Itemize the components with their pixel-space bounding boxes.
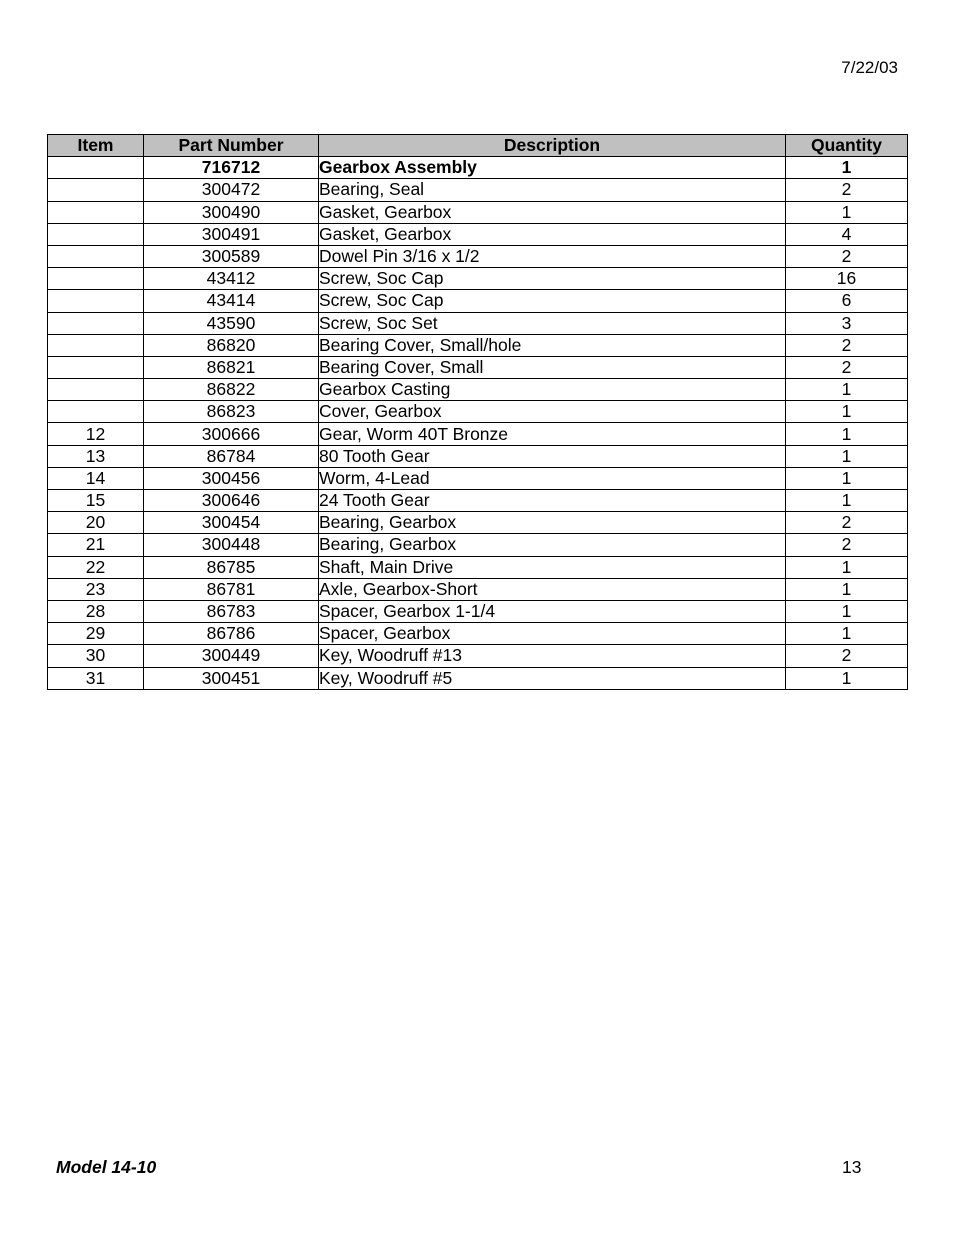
table-row xyxy=(48,290,908,312)
cell-item xyxy=(48,201,144,223)
cell-quantity: 1 xyxy=(786,490,908,512)
cell-item: 28 xyxy=(48,600,144,622)
cell-part-number: 86821 xyxy=(144,356,319,378)
table-row xyxy=(48,356,908,378)
cell-description: Bearing, Gearbox xyxy=(319,512,786,534)
cell-part-number: 300666 xyxy=(144,423,319,445)
cell-part-number: 300646 xyxy=(144,490,319,512)
cell-part-number: 86785 xyxy=(144,556,319,578)
cell-quantity: 1 xyxy=(786,445,908,467)
cell-quantity: 1 xyxy=(786,556,908,578)
table-row xyxy=(48,245,908,267)
table-row xyxy=(48,623,908,645)
cell-quantity: 2 xyxy=(786,179,908,201)
cell-item: 29 xyxy=(48,623,144,645)
cell-quantity: 1 xyxy=(786,600,908,622)
cell-quantity: 16 xyxy=(786,268,908,290)
cell-description: Gear, Worm 40T Bronze xyxy=(319,423,786,445)
cell-quantity: 3 xyxy=(786,312,908,334)
cell-part-number: 43412 xyxy=(144,268,319,290)
cell-description: Bearing Cover, Small/hole xyxy=(319,334,786,356)
table-row xyxy=(48,467,908,489)
cell-part-number: 86786 xyxy=(144,623,319,645)
cell-item: 15 xyxy=(48,490,144,512)
table-row xyxy=(48,379,908,401)
cell-item: 30 xyxy=(48,645,144,667)
cell-description: Bearing, Gearbox xyxy=(319,534,786,556)
column-header-part-number: Part Number xyxy=(144,135,319,157)
table-row xyxy=(48,667,908,689)
cell-quantity: 1 xyxy=(786,623,908,645)
cell-item: 21 xyxy=(48,534,144,556)
cell-part-number: 86781 xyxy=(144,578,319,600)
cell-item: 12 xyxy=(48,423,144,445)
cell-quantity: 1 xyxy=(786,379,908,401)
table-header-row xyxy=(48,135,908,157)
cell-description: Key, Woodruff #13 xyxy=(319,645,786,667)
cell-description: Spacer, Gearbox xyxy=(319,623,786,645)
cell-quantity: 1 xyxy=(786,467,908,489)
cell-part-number: 43414 xyxy=(144,290,319,312)
cell-description: Cover, Gearbox xyxy=(319,401,786,423)
cell-quantity: 2 xyxy=(786,534,908,556)
cell-description: Shaft, Main Drive xyxy=(319,556,786,578)
cell-description: Screw, Soc Cap xyxy=(319,268,786,290)
footer-model: Model 14-10 xyxy=(56,1157,157,1177)
cell-part-number: 43590 xyxy=(144,312,319,334)
table-row xyxy=(48,445,908,467)
cell-quantity: 4 xyxy=(786,223,908,245)
parts-table-body xyxy=(48,157,908,690)
table-row xyxy=(48,556,908,578)
cell-description: Bearing, Seal xyxy=(319,179,786,201)
cell-quantity: 1 xyxy=(786,401,908,423)
cell-part-number: 300456 xyxy=(144,467,319,489)
cell-item xyxy=(48,179,144,201)
table-row xyxy=(48,179,908,201)
table-row xyxy=(48,645,908,667)
cell-item xyxy=(48,379,144,401)
table-row xyxy=(48,401,908,423)
cell-part-number: 300472 xyxy=(144,179,319,201)
cell-item xyxy=(48,245,144,267)
cell-item xyxy=(48,268,144,290)
table-row xyxy=(48,157,908,179)
cell-quantity: 2 xyxy=(786,645,908,667)
cell-item xyxy=(48,157,144,179)
table-row xyxy=(48,512,908,534)
cell-quantity: 1 xyxy=(786,578,908,600)
cell-part-number: 300589 xyxy=(144,245,319,267)
cell-part-number: 300490 xyxy=(144,201,319,223)
cell-quantity: 2 xyxy=(786,512,908,534)
cell-part-number: 300448 xyxy=(144,534,319,556)
cell-description: Gasket, Gearbox xyxy=(319,223,786,245)
table-row xyxy=(48,223,908,245)
cell-part-number: 300449 xyxy=(144,645,319,667)
table-row xyxy=(48,534,908,556)
cell-part-number: 300491 xyxy=(144,223,319,245)
cell-item: 20 xyxy=(48,512,144,534)
cell-item xyxy=(48,223,144,245)
cell-part-number: 716712 xyxy=(144,157,319,179)
cell-description: Screw, Soc Cap xyxy=(319,290,786,312)
cell-description: Axle, Gearbox-Short xyxy=(319,578,786,600)
cell-part-number: 86822 xyxy=(144,379,319,401)
column-header-quantity: Quantity xyxy=(786,135,908,157)
cell-description: Worm, 4-Lead xyxy=(319,467,786,489)
cell-quantity: 1 xyxy=(786,157,908,179)
cell-description: Spacer, Gearbox 1-1/4 xyxy=(319,600,786,622)
cell-description: Gasket, Gearbox xyxy=(319,201,786,223)
cell-part-number: 86783 xyxy=(144,600,319,622)
cell-description: Dowel Pin 3/16 x 1/2 xyxy=(319,245,786,267)
cell-quantity: 2 xyxy=(786,245,908,267)
cell-quantity: 6 xyxy=(786,290,908,312)
cell-description: 80 Tooth Gear xyxy=(319,445,786,467)
column-header-description: Description xyxy=(319,135,786,157)
cell-item: 13 xyxy=(48,445,144,467)
parts-table xyxy=(47,134,908,690)
cell-description: Key, Woodruff #5 xyxy=(319,667,786,689)
cell-description: Gearbox Assembly xyxy=(319,157,786,179)
cell-quantity: 2 xyxy=(786,334,908,356)
cell-description: Screw, Soc Set xyxy=(319,312,786,334)
cell-item: 14 xyxy=(48,467,144,489)
cell-quantity: 1 xyxy=(786,201,908,223)
table-row xyxy=(48,334,908,356)
table-row xyxy=(48,201,908,223)
cell-item: 31 xyxy=(48,667,144,689)
table-row xyxy=(48,490,908,512)
cell-item xyxy=(48,334,144,356)
cell-item: 23 xyxy=(48,578,144,600)
table-row xyxy=(48,268,908,290)
document-date: 7/22/03 xyxy=(841,58,898,77)
cell-quantity: 1 xyxy=(786,423,908,445)
column-header-item: Item xyxy=(48,135,144,157)
page-number: 13 xyxy=(842,1157,862,1177)
table-row xyxy=(48,423,908,445)
cell-description: Bearing Cover, Small xyxy=(319,356,786,378)
cell-description: 24 Tooth Gear xyxy=(319,490,786,512)
cell-item xyxy=(48,401,144,423)
cell-quantity: 2 xyxy=(786,356,908,378)
table-row xyxy=(48,600,908,622)
cell-item xyxy=(48,356,144,378)
cell-description: Gearbox Casting xyxy=(319,379,786,401)
cell-part-number: 300454 xyxy=(144,512,319,534)
cell-item: 22 xyxy=(48,556,144,578)
cell-part-number: 86784 xyxy=(144,445,319,467)
cell-item xyxy=(48,290,144,312)
cell-item xyxy=(48,312,144,334)
table-row xyxy=(48,312,908,334)
cell-part-number: 86820 xyxy=(144,334,319,356)
cell-quantity: 1 xyxy=(786,667,908,689)
cell-part-number: 300451 xyxy=(144,667,319,689)
table-row xyxy=(48,578,908,600)
cell-part-number: 86823 xyxy=(144,401,319,423)
